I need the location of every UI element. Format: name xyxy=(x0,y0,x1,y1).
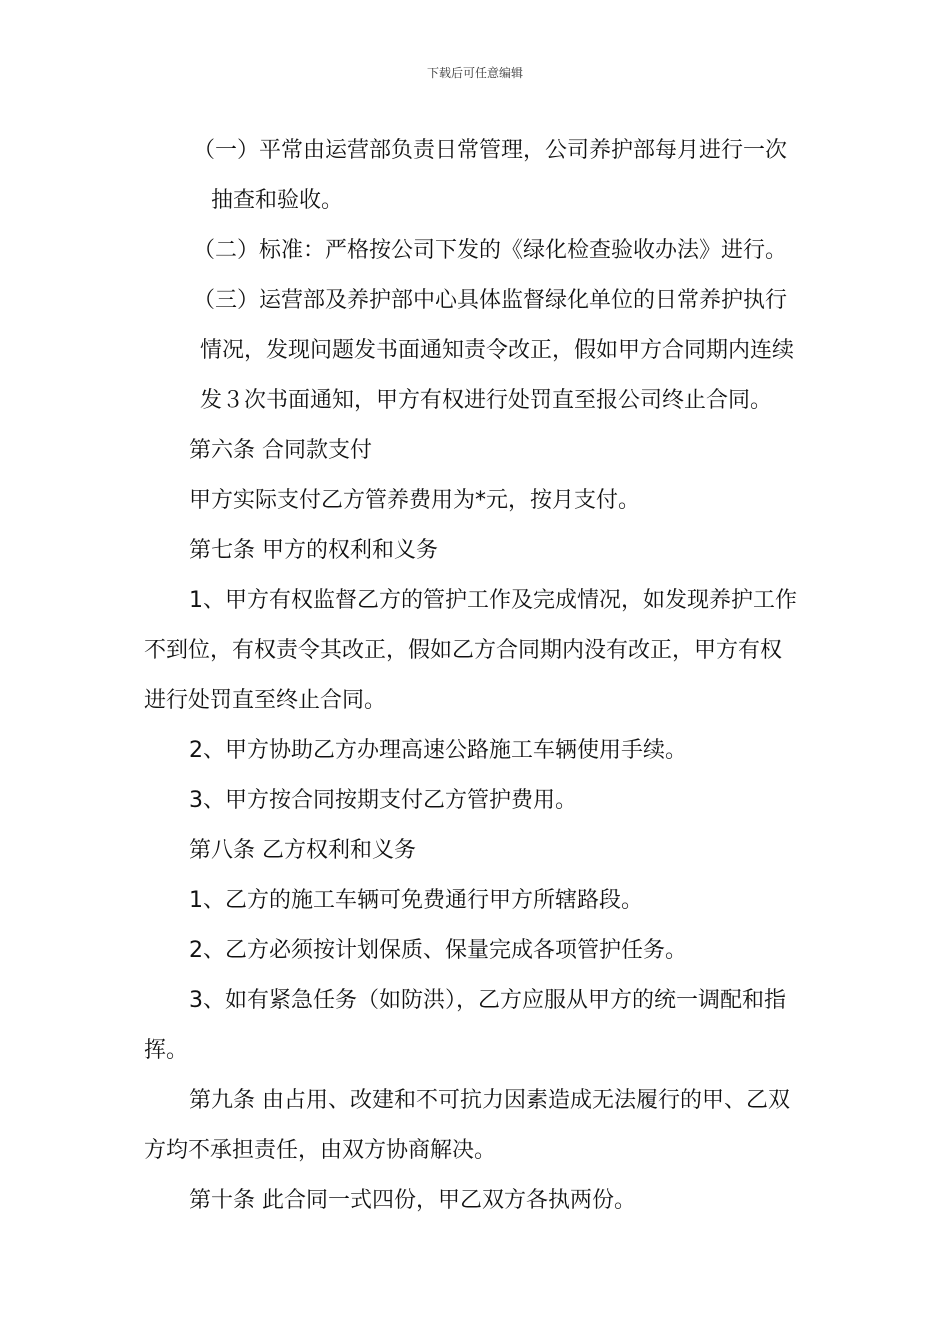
clause-8-item-3-line-1: 3、如有紧急任务（如防洪），乙方应服从甲方的统一调配和指 xyxy=(189,988,786,1013)
clause-5-item-3-line-3: 发３次书面通知，甲方有权进行处罚直至报公司终止合同。 xyxy=(200,388,773,413)
clause-8-item-1: 1、乙方的施工车辆可免费通行甲方所辖路段。 xyxy=(189,888,643,913)
clause-7-item-1-line-2: 不到位，有权责令其改正，假如乙方合同期内没有改正，甲方有权 xyxy=(144,638,783,663)
clause-8-heading: 第八条 乙方权利和义务 xyxy=(189,838,416,863)
page-header: 下载后可任意编辑 xyxy=(426,66,523,80)
clause-7-item-3: 3、甲方按合同按期支付乙方管护费用。 xyxy=(189,788,577,813)
clause-6-heading: 第六条 合同款支付 xyxy=(189,438,372,463)
clause-8-item-3-line-2: 挥。 xyxy=(144,1038,189,1063)
clause-6-body: 甲方实际支付乙方管养费用为*元，按月支付。 xyxy=(189,488,641,513)
clause-5-item-2: （二）标准：严格按公司下发的《绿化检查验收办法》进行。 xyxy=(193,238,788,263)
clause-7-heading: 第七条 甲方的权利和义务 xyxy=(189,538,438,563)
clause-7-item-2: 2、甲方协助乙方办理高速公路施工车辆使用手续。 xyxy=(189,738,687,763)
clause-5-item-1-line-1: （一）平常由运营部负责日常管理，公司养护部每月进行一次 xyxy=(193,138,788,163)
clause-5-item-3-line-2: 情况，发现问题发书面通知责令改正，假如甲方合同期内连续 xyxy=(200,338,795,363)
clause-8-item-2: 2、乙方必须按计划保质、保量完成各项管护任务。 xyxy=(189,938,687,963)
clause-9-line-2: 方均不承担责任，由双方协商解决。 xyxy=(144,1138,497,1163)
clause-5-item-3-line-1: （三）运营部及养护部中心具体监督绿化单位的日常养护执行 xyxy=(193,288,788,313)
clause-7-item-1-line-1: 1、甲方有权监督乙方的管护工作及完成情况，如发现养护工作 xyxy=(189,588,797,613)
clause-10: 第十条 此合同一式四份，甲乙双方各执两份。 xyxy=(189,1188,636,1213)
clause-7-item-1-line-3: 进行处罚直至终止合同。 xyxy=(144,688,387,713)
clause-9-line-1: 第九条 由占用、改建和不可抗力因素造成无法履行的甲、乙双 xyxy=(189,1088,790,1113)
clause-5-item-1-line-2: 抽查和验收。 xyxy=(211,188,344,213)
